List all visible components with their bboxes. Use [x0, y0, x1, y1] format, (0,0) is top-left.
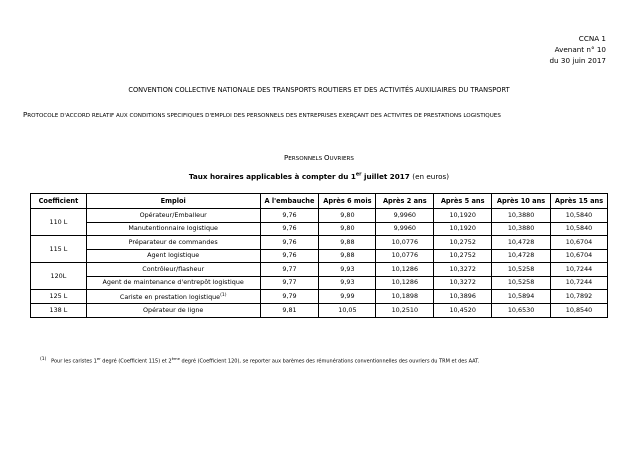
table-row — [31, 263, 608, 277]
rate-cell: 10,3272 — [434, 263, 492, 277]
rate-cell: 10,7244 — [551, 263, 608, 277]
rates-title-main: Taux horaires applicables à compter du 1 — [188, 172, 356, 181]
table-row — [31, 236, 608, 250]
rate-cell: 9,76 — [260, 236, 319, 250]
column-header-apres-6-mois: Après 6 mois — [319, 194, 376, 209]
footnote — [40, 356, 479, 365]
rate-cell: 10,4728 — [492, 236, 551, 250]
footnote-reference: (1) — [220, 293, 227, 298]
rate-cell: 9,77 — [260, 263, 319, 277]
footnote-sup-1: er — [96, 356, 101, 361]
footnote-sup-2: ème — [171, 356, 180, 361]
rates-title — [0, 172, 638, 181]
document-reference — [549, 33, 606, 66]
emploi-label: Manutentionnaire logistique — [128, 224, 218, 233]
column-header-apres-2-ans: Après 2 ans — [376, 194, 434, 209]
column-header-apres-15-ans: Après 15 ans — [551, 194, 608, 209]
emploi-cell — [86, 276, 260, 290]
coefficient-cell: 120L — [31, 263, 87, 290]
protocol-title-initial: P — [23, 111, 28, 119]
coefficient-cell: 115 L — [31, 236, 87, 263]
emploi-label: Cariste en prestation logistique — [119, 293, 221, 302]
rate-cell: 10,0776 — [376, 236, 434, 250]
rate-cell: 10,7892 — [551, 290, 608, 304]
footnote-text-3: degré (Coefficient 120), se reporter aux barèmes des rémunérations conventionnelles des ouvriers du TRM et des AAT. — [179, 358, 480, 365]
emploi-label: Contrôleur/flasheur — [142, 264, 205, 273]
rate-cell: 9,76 — [260, 249, 319, 263]
emploi-label: Agent logistique — [147, 251, 200, 260]
rate-cell: 10,8540 — [551, 304, 608, 318]
rate-cell: 10,6704 — [551, 236, 608, 250]
table-header-row — [31, 194, 608, 209]
section-title-initial-2: O — [324, 154, 330, 162]
rate-cell: 10,7244 — [551, 276, 608, 290]
convention-title: CONVENTION COLLECTIVE NATIONALE DES TRANSPORTS ROUTIERS ET DES ACTIVITÉS AUXILIAIRES DU TRANSPORT — [128, 86, 510, 94]
footnote-text-1: Pour les caristes 1 — [51, 358, 97, 365]
rate-cell: 10,4520 — [434, 304, 492, 318]
column-header-coefficient: Coefficient — [31, 194, 87, 209]
rate-cell: 9,81 — [260, 304, 319, 318]
emploi-label: Opérateur/Emballeur — [139, 210, 207, 219]
reference-line-2: Avenant n° 10 — [554, 45, 606, 54]
emploi-label: Préparateur de commandes — [128, 237, 218, 246]
rate-cell: 10,5840 — [551, 209, 608, 223]
rate-cell: 10,6704 — [551, 249, 608, 263]
rate-cell: 10,6530 — [492, 304, 551, 318]
rate-cell: 9,88 — [319, 249, 376, 263]
rate-cell: 10,1286 — [376, 276, 434, 290]
rate-cell: 9,76 — [260, 222, 319, 236]
coefficient-cell: 125 L — [31, 290, 87, 304]
rate-cell: 10,4728 — [492, 249, 551, 263]
rate-cell: 10,3896 — [434, 290, 492, 304]
protocol-title — [23, 111, 501, 119]
rate-cell: 9,79 — [260, 290, 319, 304]
rates-title-after: juillet 2017 — [361, 172, 413, 181]
rate-cell: 9,93 — [319, 263, 376, 277]
rate-cell: 10,1920 — [434, 222, 492, 236]
section-title-rest-1: ERSONNELS — [288, 156, 324, 162]
rate-cell: 9,93 — [319, 276, 376, 290]
rate-cell: 9,9960 — [376, 209, 434, 223]
emploi-cell — [86, 290, 260, 304]
section-title-initial-1: P — [284, 154, 289, 162]
column-header-a-l-embauche: A l'embauche — [260, 194, 319, 209]
rate-cell: 10,3880 — [492, 222, 551, 236]
section-title — [0, 154, 638, 162]
table-row — [31, 276, 608, 290]
rate-cell: 10,5840 — [551, 222, 608, 236]
rate-cell: 10,3880 — [492, 209, 551, 223]
rate-cell: 10,2510 — [376, 304, 434, 318]
rate-cell: 10,1898 — [376, 290, 434, 304]
coefficient-cell: 110 L — [31, 209, 87, 236]
table-row — [31, 290, 608, 304]
emploi-cell — [86, 222, 260, 236]
rate-cell: 10,2752 — [434, 236, 492, 250]
column-header-emploi: Emploi — [86, 194, 260, 209]
rates-title-sup: er — [355, 172, 362, 178]
table-row — [31, 222, 608, 236]
rate-cell: 9,80 — [319, 222, 376, 236]
rate-cell: 10,5258 — [492, 276, 551, 290]
rate-cell: 9,76 — [260, 209, 319, 223]
column-header-apres-10-ans: Après 10 ans — [492, 194, 551, 209]
footnote-text-2: degré (Coefficient 115) et 2 — [100, 358, 172, 365]
emploi-cell — [86, 263, 260, 277]
emploi-label: Agent de maintenance d'entrepôt logistique — [102, 278, 244, 287]
emploi-cell — [86, 236, 260, 250]
rate-cell: 10,2752 — [434, 249, 492, 263]
protocol-title-rest: ROTOCOLE D'ACCORD RELATIF AUX CONDITIONS SPECIFIQUES D'EMPLOI DES PERSONNELS DES ENTREPRISES EXERÇANT DES ACTIVITES DE PRESTATIONS LOGISTIQUES — [27, 113, 501, 119]
rate-cell: 10,0776 — [376, 249, 434, 263]
table-row — [31, 209, 608, 223]
column-header-apres-5-ans: Après 5 ans — [434, 194, 492, 209]
rate-cell: 9,80 — [319, 209, 376, 223]
emploi-label: Opérateur de ligne — [143, 305, 204, 314]
rate-cell: 10,1920 — [434, 209, 492, 223]
table-row — [31, 304, 608, 318]
table-body — [31, 209, 608, 318]
rate-cell: 9,77 — [260, 276, 319, 290]
rate-cell: 10,5258 — [492, 263, 551, 277]
rate-cell: 10,1286 — [376, 263, 434, 277]
table-row — [31, 249, 608, 263]
reference-line-3: du 30 juin 2017 — [549, 56, 606, 65]
footnote-marker: (1) — [40, 357, 47, 362]
rates-title-unit: (en euros) — [412, 172, 450, 181]
emploi-cell — [86, 249, 260, 263]
emploi-cell — [86, 209, 260, 223]
rate-cell: 9,9960 — [376, 222, 434, 236]
hourly-rates-table — [30, 193, 608, 318]
rate-cell: 10,5894 — [492, 290, 551, 304]
rate-cell: 9,88 — [319, 236, 376, 250]
emploi-cell — [86, 304, 260, 318]
rate-cell: 9,99 — [319, 290, 376, 304]
reference-line-1: CCNA 1 — [578, 34, 606, 43]
section-title-rest-2: UVRIERS — [329, 156, 354, 162]
coefficient-cell: 138 L — [31, 304, 87, 318]
rate-cell: 10,3272 — [434, 276, 492, 290]
rate-cell: 10,05 — [319, 304, 376, 318]
